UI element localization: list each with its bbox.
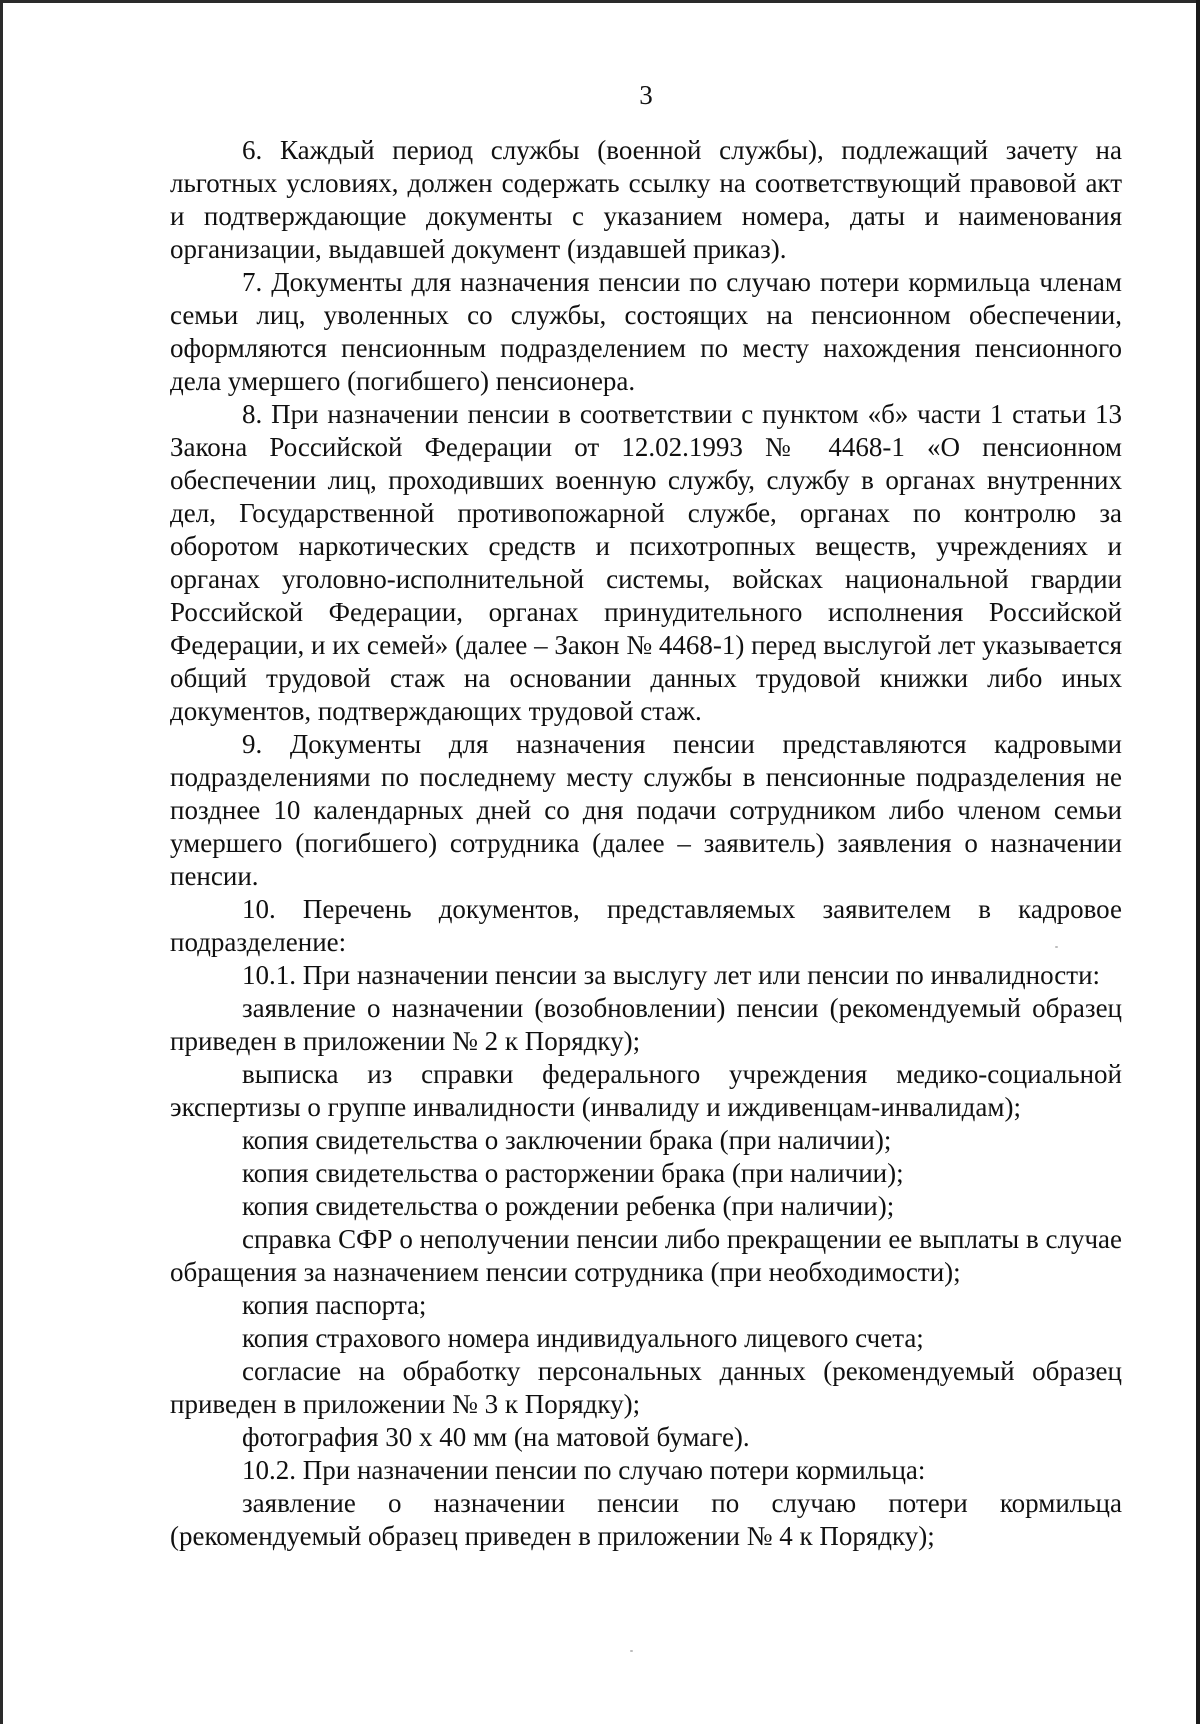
list-item-mse-extract: выписка из справки федерального учреждения медико-социальной экспертизы о группе инвалидности (инвалиду и иждивенцам-инвалидам); <box>170 1059 1122 1122</box>
list-item-divorce-certificate: копия свидетельства о расторжении брака (при наличии); <box>242 1158 904 1188</box>
list-item-marriage-certificate: копия свидетельства о заключении брака (при наличии); <box>242 1125 892 1155</box>
list-item-sfr-certificate: справка СФР о неполучении пенсии либо прекращении ее выплаты в случае обращения за назначением пенсии сотрудника (при необходимости); <box>170 1224 1122 1287</box>
scan-speck <box>1055 946 1058 948</box>
document-body <box>170 134 1122 1553</box>
list-item-data-consent: согласие на обработку персональных данных (рекомендуемый образец приведен в приложении № 3 к Порядку); <box>170 1356 1122 1419</box>
scan-border-top <box>0 0 1200 3</box>
paragraph-8: 8. При назначении пенсии в соответствии с пунктом «б» части 1 статьи 13 Закона Российской Федерации от 12.02.1993 № 4468-1 «О пенсионном обеспечении лиц, проходивших военную службу, службу в органах внутренних дел, Государственной противопожарной службе, органах по контролю за оборотом наркотических средств и психотропных веществ, учреждениях и органах уголовно-исполнительной системы, войсках национальной гвардии Российской Федерации, органах принудительного исполнения Российской Федерации, и их семей» (далее – Закон № 4468-1) перед выслугой лет указывается общий трудовой стаж на основании данных трудовой книжки либо иных документов, подтверждающих трудовой стаж. <box>170 399 1122 726</box>
paragraph-9: 9. Документы для назначения пенсии представляются кадровыми подразделениями по последнему месту службы в пенсионные подразделения не позднее 10 календарных дней со дня подачи сотрудником либо членом семьи умершего (погибшего) сотрудника (далее – заявитель) заявления о назначении пенсии. <box>170 729 1122 891</box>
paragraph-10: 10. Перечень документов, представляемых заявителем в кадровое подразделение: <box>170 894 1122 957</box>
paragraph-6: 6. Каждый период службы (военной службы), подлежащий зачету на льготных условиях, должен содержать ссылку на соответствующий правовой акт и подтверждающие документы с указанием номера, даты и наименования организации, выдавшей документ (издавшей приказ). <box>170 135 1122 264</box>
page-number: 3 <box>639 80 653 110</box>
list-item-survivor-application: заявление о назначении пенсии по случаю потери кормильца (рекомендуемый образец приведен в приложении № 4 к Порядку); <box>170 1488 1122 1551</box>
scan-border-left <box>0 0 3 1724</box>
paragraph-10-1: 10.1. При назначении пенсии за выслугу лет или пенсии по инвалидности: <box>242 960 1101 990</box>
scan-speck <box>630 1650 633 1652</box>
paragraph-10-2: 10.2. При назначении пенсии по случаю потери кормильца: <box>242 1455 926 1485</box>
paragraph-7: 7. Документы для назначения пенсии по случаю потери кормильца членам семьи лиц, уволенных со службы, состоящих на пенсионном обеспечении, оформляются пенсионным подразделением по месту нахождения пенсионного дела умершего (погибшего) пенсионера. <box>170 267 1122 396</box>
list-item-passport-copy: копия паспорта; <box>242 1290 427 1320</box>
scan-border-right <box>1196 0 1200 1724</box>
list-item-photo: фотография 30 х 40 мм (на матовой бумаге). <box>242 1422 750 1452</box>
list-item-application: заявление о назначении (возобновлении) пенсии (рекомендуемый образец приведен в приложении № 2 к Порядку); <box>170 993 1122 1056</box>
list-item-birth-certificate: копия свидетельства о рождении ребенка (при наличии); <box>242 1191 895 1221</box>
list-item-snils-copy: копия страхового номера индивидуального лицевого счета; <box>242 1323 924 1353</box>
